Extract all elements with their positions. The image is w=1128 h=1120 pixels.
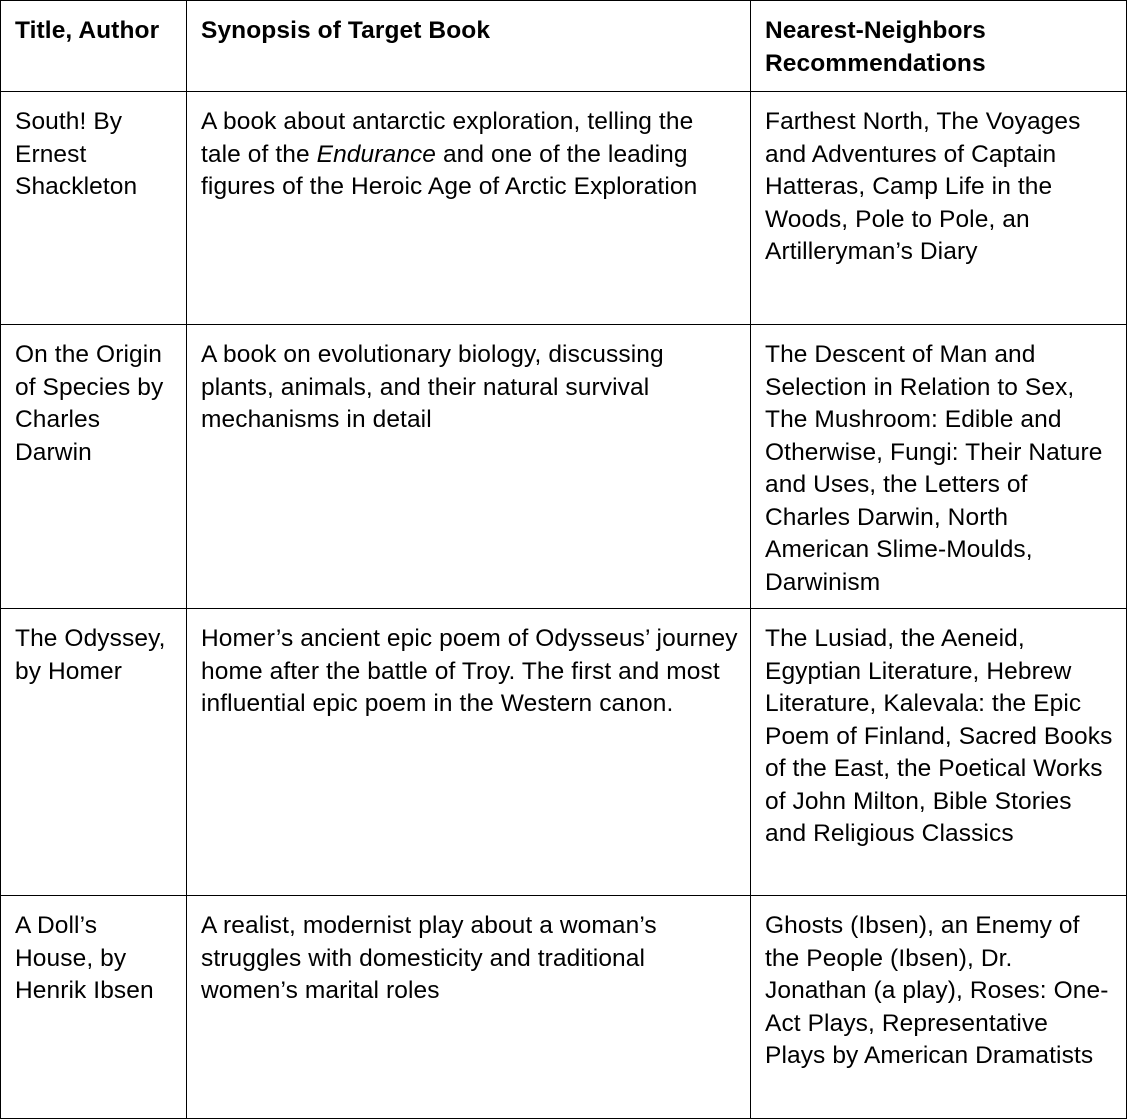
- header-synopsis: [187, 1, 751, 92]
- row-2-synopsis: A book on evolutionary biology, discussing plants, animals, and their natural survival mechanisms in detail: [187, 325, 751, 609]
- row-3-synopsis: Homer’s ancient epic poem of Odysseus’ journey home after the battle of Troy. The first and most influential epic poem in the Western canon.: [187, 609, 751, 896]
- row-4-recommendations: Ghosts (Ibsen), an Enemy of the People (Ibsen), Dr. Jonathan (a play), Roses: One-Act Plays, Representative Plays by American Dramatists: [765, 912, 1109, 1069]
- row-1-synopsis: [187, 92, 751, 325]
- row-2-recommendations: The Descent of Man and Selection in Relation to Sex, The Mushroom: Edible and Otherwise, Fungi: Their Nature and Uses, the Letters of Charles Darwin, North American Slime-Moulds, Darwinism: [751, 325, 1126, 609]
- header-title-author-label: Title, Author: [15, 17, 160, 44]
- row-1-synopsis-text-after: and one of the leading figures of the Heroic Age of Arctic Exploration: [201, 140, 698, 200]
- header-recommendations-label-line1: Nearest-Neighbors: [765, 17, 986, 44]
- header-synopsis-label: Synopsis of Target Book: [201, 17, 491, 44]
- header-title-author: [1, 1, 187, 92]
- row-2-title-author: On the Origin of Species by Charles Darwin: [1, 325, 187, 609]
- row-1-synopsis-italic: Endurance: [316, 140, 437, 168]
- row-1-synopsis-text: A book about antarctic exploration, telling the tale of the: [201, 108, 694, 168]
- row-1-title-author: South! By Ernest Shackleton: [1, 92, 187, 325]
- row-1-recommendations: Farthest North, The Voyages and Adventures of Captain Hatteras, Camp Life in the Woods, Pole to Pole, an Artilleryman’s Diary: [751, 92, 1126, 325]
- header-recommendations: [751, 1, 1126, 92]
- row-3-recommendations: The Lusiad, the Aeneid, Egyptian Literature, Hebrew Literature, Kalevala: the Epic Poem of Finland, Sacred Books of the East, the Poetical Works of John Milton, Bible Stories and Religious Classics: [751, 609, 1126, 896]
- header-recommendations-label-line2: Recommendations: [765, 49, 986, 77]
- row-4-synopsis: A realist, modernist play about a woman’s struggles with domesticity and traditional women’s marital roles: [187, 896, 751, 1118]
- row-4-title-author: A Doll’s House, by Henrik Ibsen: [1, 896, 187, 1118]
- row-3-title-author: The Odyssey, by Homer: [1, 609, 187, 896]
